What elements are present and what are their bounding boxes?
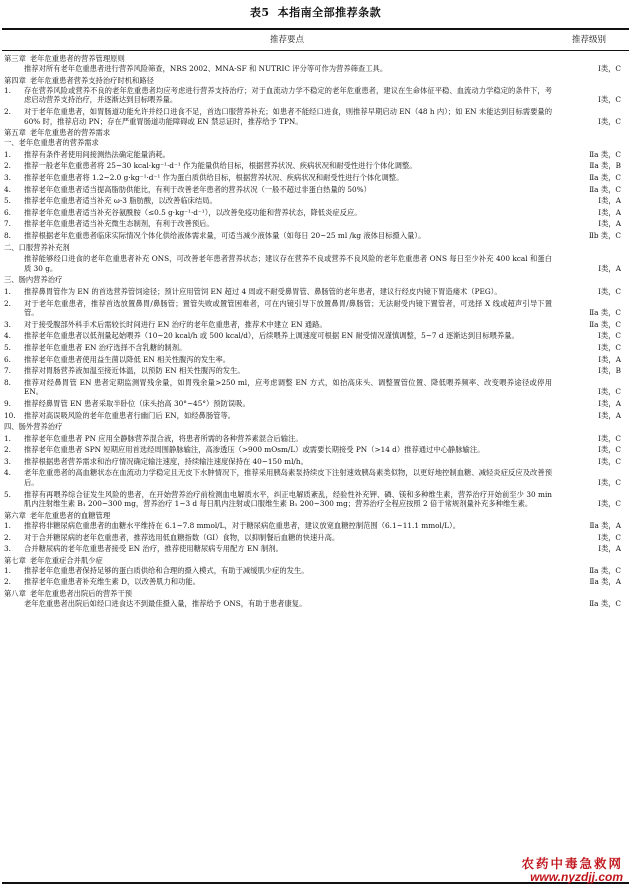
section-heading-row: [0, 422, 631, 432]
row-number: 4.: [4, 184, 11, 194]
table-row: [0, 173, 631, 183]
row-number: 6.: [4, 354, 11, 364]
chapter-heading-row: [0, 54, 631, 64]
row-number: 2.: [4, 445, 11, 455]
row-number: 3.: [4, 173, 11, 183]
row-level: Ⅱa 类，C: [589, 319, 621, 329]
row-number: 10.: [4, 410, 16, 420]
row-level: Ⅰ类，C: [597, 499, 621, 509]
row-text: 推荐老年危重患者 EN 治疗选择不含乳糖的制剂。: [24, 342, 187, 352]
row-text: 推荐有再喂养综合征发生风险的患者，在开始营养治疗前检测血电解质水平，纠正电解质紊乱，经验性补充钾、磷、镁和多种维生素，营养治疗开始前至少 30 min 肌内注射维生素 B₁ 200~300 mg，营养治疗 1~3 d 每日肌内注射或口服维生素 B₁ 200~300 mg；营养治疗全程应按照 2 倍于常规剂量补充多种维生素。: [24, 489, 552, 509]
row-text: 推荐老年危重患者补充维生素 D，以改善肌力和功能。: [24, 577, 200, 587]
table-row: [0, 150, 631, 160]
row-text: 对于老年危重患者，推荐首选放置鼻胃/鼻肠管；置管失败或置管困难者，可在内镜引导下放置鼻胃/鼻肠管；无法耐受内镜下置管者，可选择 X 线或超声引导下置管。: [24, 298, 552, 318]
table-row: [0, 378, 631, 397]
table-row: [0, 399, 631, 409]
row-text: 一、老年危重患者的营养需求: [4, 138, 99, 148]
row-text: 存在营养风险或营养不良的老年危重患者均应考虑进行营养支持治疗；对于血流动力学不稳定的老年危重患者，建议在生命体征平稳、血流动力学稳定的条件下，考虑启动营养支持治疗，并逐渐达到目标喂养量。: [24, 85, 552, 105]
row-text: 推荐对所有老年危重患者进行营养风险筛查，NRS 2002、MNA-SF 和 NUTRIC 评分等可作为营养筛查工具。: [24, 64, 388, 74]
row-text: 老年危重患者出院后的营养干预: [29, 589, 133, 598]
row-text: 推荐鼻胃管作为 EN 的首选营养管饲途径；预计应用管饲 EN 超过 4 周或不耐受鼻胃管、鼻肠管的老年患者，建议行经皮内镜下胃造瘘术（PEG）。: [24, 286, 502, 296]
row-number: 2.: [4, 106, 11, 116]
row-level: Ⅰ类，A: [598, 207, 621, 217]
row-number: 7.: [4, 219, 11, 229]
chapter-heading-row: [0, 556, 631, 566]
row-number: 6.: [4, 207, 11, 217]
row-level: Ⅱa 类，C: [589, 565, 621, 575]
row-level: Ⅰ类，C: [597, 456, 621, 466]
row-text: 二、口服营养补充剂: [4, 242, 70, 252]
row-level: Ⅰ类，C: [597, 445, 621, 455]
row-level: Ⅰ类，C: [597, 286, 621, 296]
row-level: Ⅰ类，C: [597, 95, 621, 105]
row-number: 5.: [4, 489, 11, 499]
row-level: Ⅰ类，C: [597, 532, 621, 542]
row-level: Ⅰ类，A: [598, 398, 621, 408]
row-text: 老年危重患者的高血糖状态在血流动力学稳定且无皮下水肿情况下，推荐采用胰岛素泵持续皮下注射速效胰岛素类似物，以更好地控制血糖、减轻炎症反应及改善预后。: [24, 468, 552, 488]
table-row: [0, 490, 631, 509]
row-text: 推荐老年危重患者使用益生菌以降低 EN 相关性腹泻的发生率。: [24, 354, 231, 364]
table-row: [0, 161, 631, 171]
row-number: 8.: [4, 377, 11, 387]
row-text: 推荐一般老年危重患者将 25~30 kcal·kg⁻¹·d⁻¹ 作为能量供给目标，根据营养状况、疾病状况和耐受性进行个体化调整。: [24, 161, 417, 171]
row-text: 老年危重症合并肌少症: [29, 555, 103, 565]
row-text: 推荐老年危重患者 PN 应用全静脉营养混合液，将患者所需的各种营养素混合后输注。: [24, 433, 303, 443]
row-number: 2.: [4, 532, 11, 542]
row-number: 5.: [4, 196, 11, 206]
row-text: 老年危重患者营养支持治疗时机和路径: [29, 75, 154, 85]
row-number: 2.: [4, 161, 11, 171]
row-number: 第八章: [4, 589, 26, 598]
table-body: [0, 54, 631, 611]
row-number: [0, 599, 24, 609]
table-row: [0, 445, 631, 455]
row-level: Ⅰ类，C: [597, 387, 621, 397]
row-text: 推荐将非糖尿病危重患者的血糖水平维持在 6.1~7.8 mmol/L，对于糖尿病危重患者，建议放宽血糖控制范围（6.1~11.1 mmol/L）。: [24, 520, 461, 530]
table-row: [0, 86, 631, 105]
row-level: Ⅱa 类，C: [589, 184, 621, 194]
row-number: 4.: [4, 468, 11, 478]
table-row: [0, 434, 631, 444]
chapter-heading-row: [0, 511, 631, 521]
table-row: [0, 533, 631, 543]
table-row: [0, 468, 631, 487]
table-row: [0, 219, 631, 229]
row-level: Ⅱa 类，C: [589, 173, 621, 183]
table-row: [0, 231, 631, 241]
row-number: 1.: [4, 520, 11, 530]
row-text: 三、肠内营养治疗: [4, 275, 63, 285]
row-level: Ⅰ类，C: [597, 331, 621, 341]
table-label: 表5: [249, 6, 270, 19]
row-text: 推荐对经鼻胃管 EN 患者定期监测胃残余量，如胃残余量>250 ml，应考虑调整 EN 方式，如抬高床头、调整置管位置、降低喂养频率、改变喂养途径或停用 EN。: [24, 377, 552, 397]
table-row: [0, 208, 631, 218]
row-number: 3.: [4, 544, 11, 554]
row-level: Ⅱa 类，A: [589, 577, 621, 587]
table-row: [0, 411, 631, 421]
row-number: 3.: [4, 456, 11, 466]
table-row: [0, 599, 631, 609]
table-row: [0, 64, 631, 74]
table-row: [0, 185, 631, 195]
column-header-level: 推荐级别: [572, 35, 607, 45]
table-row: [0, 566, 631, 576]
row-text: 推荐经鼻胃管 EN 患者采取半卧位（床头抬高 30°~45°）预防误吸。: [24, 398, 250, 408]
table-row: [0, 254, 631, 273]
row-level: Ⅰ类，A: [598, 263, 621, 273]
row-level: Ⅱa 类，C: [589, 149, 621, 159]
section-heading-row: [0, 275, 631, 285]
chapter-heading-row: [0, 76, 631, 86]
row-text: 推荐老年危重患者适当补充 ω-3 脂肪酸，以改善临床结局。: [24, 196, 217, 206]
table-row: [0, 107, 631, 126]
row-level: Ⅰ类，C: [597, 433, 621, 443]
row-text: 对于合并糖尿病的老年危重患者，推荐选用低血糖指数（GI）食物，以抑制餐后血糖的快速升高。: [24, 532, 340, 542]
row-level: Ⅰ类，A: [598, 196, 621, 206]
table-row: [0, 521, 631, 531]
row-number: 1.: [4, 433, 11, 443]
watermark-name: 农药中毒急救网: [521, 857, 623, 871]
site-watermark: [521, 858, 623, 884]
row-number: 1.: [4, 286, 11, 296]
chapter-heading-row: [0, 128, 631, 138]
row-number: 2.: [4, 577, 11, 587]
row-level: Ⅱa 类，C: [589, 308, 621, 318]
row-text: 推荐老年危重患者适当补充谷氨酰胺（≤0.5 g·kg⁻¹·d⁻¹），以改善免疫功能和营养状态，降低炎症反应。: [24, 207, 362, 217]
row-number: [0, 64, 24, 74]
table-row: [0, 331, 631, 341]
row-text: 老年危重患者出院后如经口进食达不到最佳摄入量，推荐给予 ONS，有助于患者康复。: [24, 599, 307, 609]
row-level: Ⅰ类，C: [597, 478, 621, 488]
row-text: 推荐有条件者使用间接测热法确定能量消耗。: [24, 149, 170, 159]
table-row: [0, 320, 631, 330]
row-level: Ⅱb 类，C: [588, 231, 621, 240]
row-level: Ⅱa 类，C: [589, 599, 621, 609]
section-heading-row: [0, 243, 631, 253]
row-text: 对于老年危重患者，如胃肠道功能允许并经口进食不足，首选口服营养补充；如患者不能经口进食，则推荐早期启动 EN（48 h 内）；如 EN 未能达到目标需要量的 60% 时，推荐启动 PN；存在严重胃肠道功能障碍或 EN 禁忌证时，推荐给予 TPN。: [24, 106, 552, 126]
table-row: [0, 287, 631, 297]
row-number: 5.: [4, 342, 11, 352]
table-row: [0, 457, 631, 467]
chapter-heading-row: [0, 589, 631, 599]
row-level: Ⅰ类，A: [598, 354, 621, 364]
table-title-text: 本指南全部推荐条款: [277, 6, 382, 19]
table-title: [0, 4, 631, 20]
row-text: 推荐老年危重患者保持足够的蛋白质供给和合理的摄入模式，有助于减缓肌少症的发生。: [24, 565, 309, 575]
row-text: 老年危重患者的营养需求: [29, 128, 111, 138]
row-number: 4.: [4, 331, 11, 341]
header-rule: [2, 50, 629, 51]
row-text: 老年危重患者的营养管理原则: [29, 54, 125, 63]
row-number: 1.: [4, 85, 11, 95]
row-level: Ⅰ类，C: [597, 116, 621, 126]
row-text: 合并糖尿病的老年危重患者接受 EN 治疗，推荐使用糖尿病专用配方 EN 制剂。: [24, 544, 283, 554]
row-text: 推荐老年危重患者 SPN 短期应用首选经周围静脉输注，高渗透压（>900 mOsm/L）或需要长期接受 PN（>14 d）推荐通过中心静脉输注。: [24, 445, 485, 455]
row-text: 推荐老年危重患者适当提高脂肪供能比，有利于改善老年患者的营养状况（一般不超过非蛋白热量的 50%）: [24, 184, 371, 194]
row-text: 推荐对胃肠营养液加温至接近体温，以预防 EN 相关性腹泻的发生。: [24, 366, 245, 376]
row-level: Ⅰ类，A: [598, 219, 621, 229]
row-number: 3.: [4, 319, 11, 329]
row-level: Ⅰ类，A: [598, 544, 621, 554]
row-text: 四、肠外营养治疗: [4, 422, 63, 432]
row-number: 第五章: [4, 128, 26, 138]
row-text: 推荐根据老年危重患者临床实际情况个体化供给液体需求量，可适当减少液体量（如每日 20~25 ml /kg 液体目标摄入量）。: [24, 231, 426, 240]
row-number: 8.: [4, 231, 11, 240]
row-number: 1.: [4, 565, 11, 575]
row-text: 推荐对高误吸风险的老年危重患者行幽门后 EN，如经鼻肠管等。: [24, 410, 236, 420]
row-number: 9.: [4, 398, 11, 408]
table-row: [0, 299, 631, 318]
table-row: [0, 343, 631, 353]
row-text: 老年危重患者的血糖管理: [29, 510, 111, 520]
row-text: 推荐老年危重患者以低剂量起始喂养（10~20 kcal/h 或 500 kcal/d），后续喂养上调速度可根据 EN 耐受情况谨慎调整，5~7 d 逐渐达到目标喂养量。: [24, 331, 519, 341]
watermark-url: www.nyzdjj.com: [530, 870, 623, 884]
row-level: Ⅱa 类，A: [589, 520, 621, 530]
row-text: 推荐能够经口进食的老年危重患者补充 ONS，可改善老年患者营养状态；建议存在营养不良或营养不良风险的老年危重患者 ONS 每日至少补充 400 kcal 和蛋白质 30 g。: [24, 254, 552, 273]
row-number: [0, 254, 24, 273]
row-number: 第七章: [4, 555, 26, 565]
row-number: 2.: [4, 298, 11, 308]
table-row: [0, 366, 631, 376]
row-level: Ⅰ类，B: [598, 366, 621, 376]
row-number: 第四章: [4, 75, 26, 85]
row-text: 推荐根据患者营养需求和治疗情况确定输注速度，持续输注速度保持在 40~150 ml/h。: [24, 456, 308, 466]
table-row: [0, 355, 631, 365]
table-row: [0, 577, 631, 587]
row-number: 第六章: [4, 510, 26, 520]
row-number: 1.: [4, 149, 11, 159]
row-level: Ⅰ类，C: [597, 64, 621, 74]
row-text: 推荐老年危重患者将 1.2~2.0 g·kg⁻¹·d⁻¹ 作为蛋白质供给目标，根据营养状况、疾病状况和耐受性进行个体化调整。: [24, 173, 404, 183]
row-text: 对于接受腹部外科手术后需较长时间进行 EN 治疗的老年危重患者，推荐术中建立 EN 通路。: [24, 319, 327, 329]
row-number: 第三章: [4, 54, 26, 63]
row-level: Ⅰ类，A: [598, 410, 621, 420]
table-row: [0, 196, 631, 206]
top-rule: [2, 28, 629, 30]
table-row: [0, 544, 631, 554]
row-level: Ⅱa 类，B: [589, 161, 621, 171]
row-text: 推荐老年危重患者适当补充微生态制剂，有利于改善预后。: [24, 219, 214, 229]
row-level: Ⅰ类，C: [597, 342, 621, 352]
row-number: 7.: [4, 366, 11, 376]
section-heading-row: [0, 138, 631, 148]
column-header-recommendation: 推荐要点: [270, 35, 305, 45]
